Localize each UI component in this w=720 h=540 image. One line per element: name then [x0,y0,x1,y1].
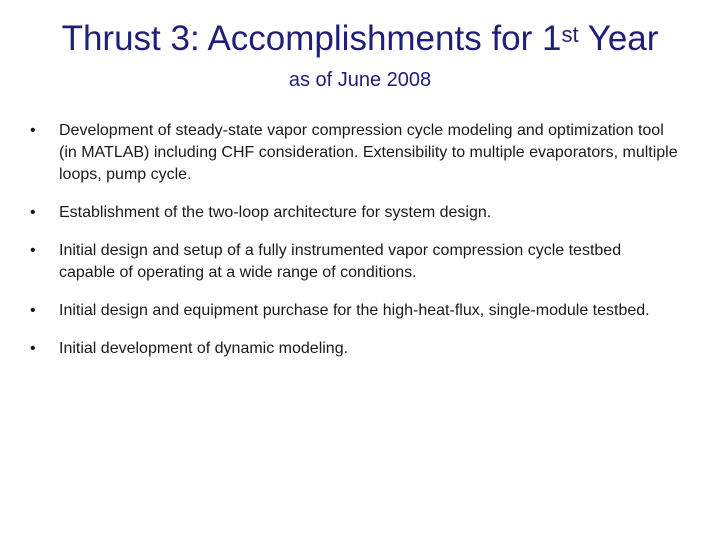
slide-subtitle [0,66,720,94]
bullet-icon: • [30,122,36,139]
bullet-icon: • [30,204,36,221]
bullet-icon: • [30,340,36,357]
bullet-item [30,120,680,186]
title-main: Thrust 3: Accomplishments for 1 [61,19,562,58]
bullet-text: Initial design and setup of a fully instrumented vapor compression cycle testbed capable of operating at a wide range of conditions. [59,242,622,281]
bullet-icon: • [30,242,36,259]
slide-title [0,16,720,62]
bullet-list [30,120,680,376]
bullet-item [30,240,680,284]
bullet-text: Establishment of the two-loop architecture for system design. [59,204,492,221]
bullet-text: Initial development of dynamic modeling. [59,340,349,357]
bullet-text: Development of steady-state vapor compression cycle modeling and optimization tool (in MATLAB) including CHF consideration. Extensibility to multiple evaporators, multiple loops, pump cycle. [59,122,678,183]
title-end: Year [578,19,659,58]
bullet-text: Initial design and equipment purchase for the high-heat-flux, single-module testbed. [59,302,650,319]
title-superscript: st [561,22,579,47]
bullet-item [30,202,680,224]
bullet-icon: • [30,302,36,319]
bullet-item [30,338,680,360]
bullet-item [30,300,680,322]
subtitle-text: as of June 2008 [288,69,432,91]
